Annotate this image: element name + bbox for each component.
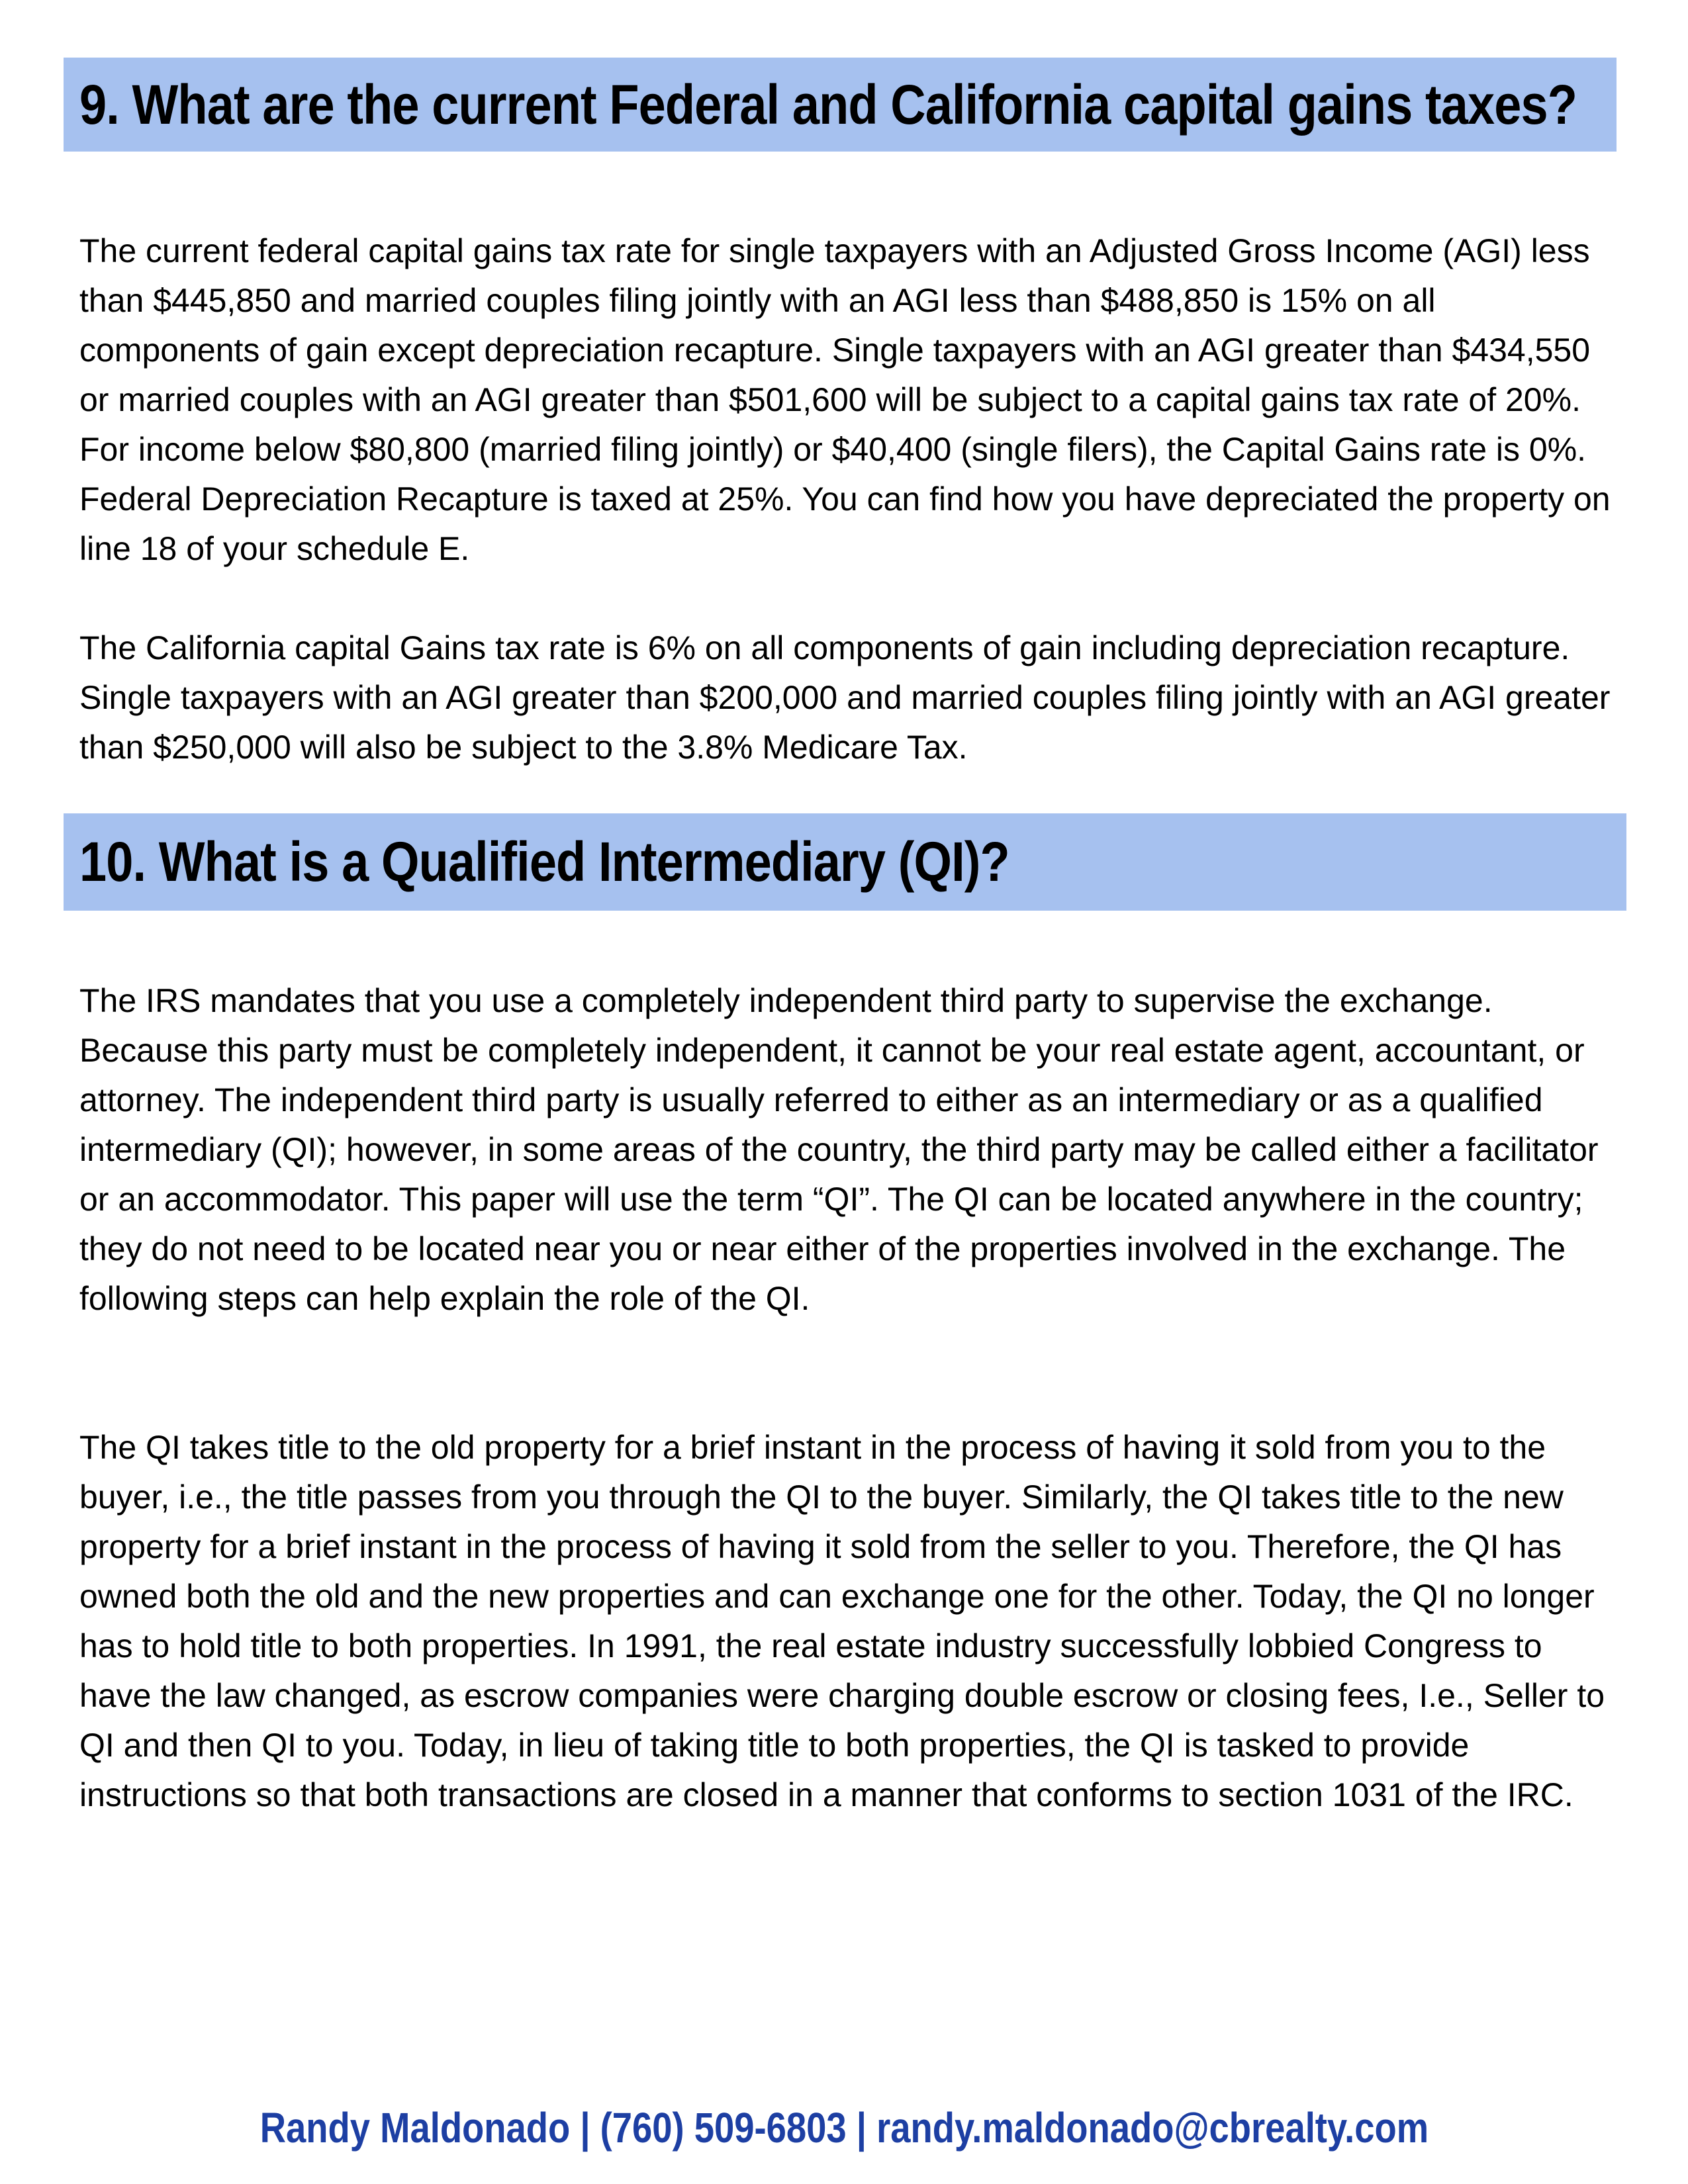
footer	[0, 2103, 1688, 2152]
section-10-heading: 10. What is a Qualified Intermediary (QI)?	[79, 831, 1009, 893]
footer-contact: Randy Maldonado | (760) 509-6803 | randy.maldonado@cbrealty.com	[259, 2104, 1429, 2152]
section-10-heading-bar	[64, 813, 1626, 911]
section-9-heading: 9. What are the current Federal and California capital gains taxes?	[79, 73, 1577, 136]
section-9-paragraph-federal: The current federal capital gains tax rate for single taxpayers with an Adjusted Gross Income (AGI) less than $445,850 and married couples filing jointly with an AGI less than $488,850 is 15% on all components of gain except depreciation recapture. Single taxpayers with an AGI greater than $434,550 or married couples with an AGI greater than $501,600 will be subject to a capital gains tax rate of 20%. For income below $80,800 (married filing jointly) or $40,400 (single filers), the Capital Gains rate is 0%. Federal Depreciation Recapture is taxed at 25%. You can find how you have depreciated the property on line 18 of your schedule E.	[79, 232, 1611, 567]
section-9-heading-bar	[64, 58, 1617, 152]
section-9-paragraph-california: The California capital Gains tax rate is 6% on all components of gain including depreciation recapture. Single taxpayers with an AGI greater than $200,000 and married couples filing jointly with an AGI greater than $250,000 will also be subject to the 3.8% Medicare Tax.	[79, 629, 1611, 766]
section-10-paragraph-irs: The IRS mandates that you use a completely independent third party to supervise the exchange. Because this party must be completely independent, it cannot be your real estate agent, accountant, or attorney. The independent third party is usually referred to either as an intermediary or as a qualified intermediary (QI); however, in some areas of the country, the third party may be called either a facilitator or an accommodator. This paper will use the term “QI”. The QI can be located anywhere in the country; they do not need to be located near you or near either of the properties involved in the exchange. The following steps can help explain the role of the QI.	[79, 982, 1599, 1317]
section-10-paragraph-title: The QI takes title to the old property for a brief instant in the process of having it sold from you to the buyer, i.e., the title passes from you through the QI to the buyer. Similarly, the QI takes title to the new property for a brief instant in the process of having it sold from the seller to you. Therefore, the QI has owned both the old and the new properties and can exchange one for the other. Today, the QI no longer has to hold title to both properties. In 1991, the real estate industry successfully lobbied Congress to have the law changed, as escrow companies were charging double escrow or closing fees, I.e., Seller to QI and then QI to you. Today, in lieu of taking title to both properties, the QI is tasked to provide instructions so that both transactions are closed in a manner that conforms to section 1031 of the IRC.	[79, 1429, 1605, 1813]
